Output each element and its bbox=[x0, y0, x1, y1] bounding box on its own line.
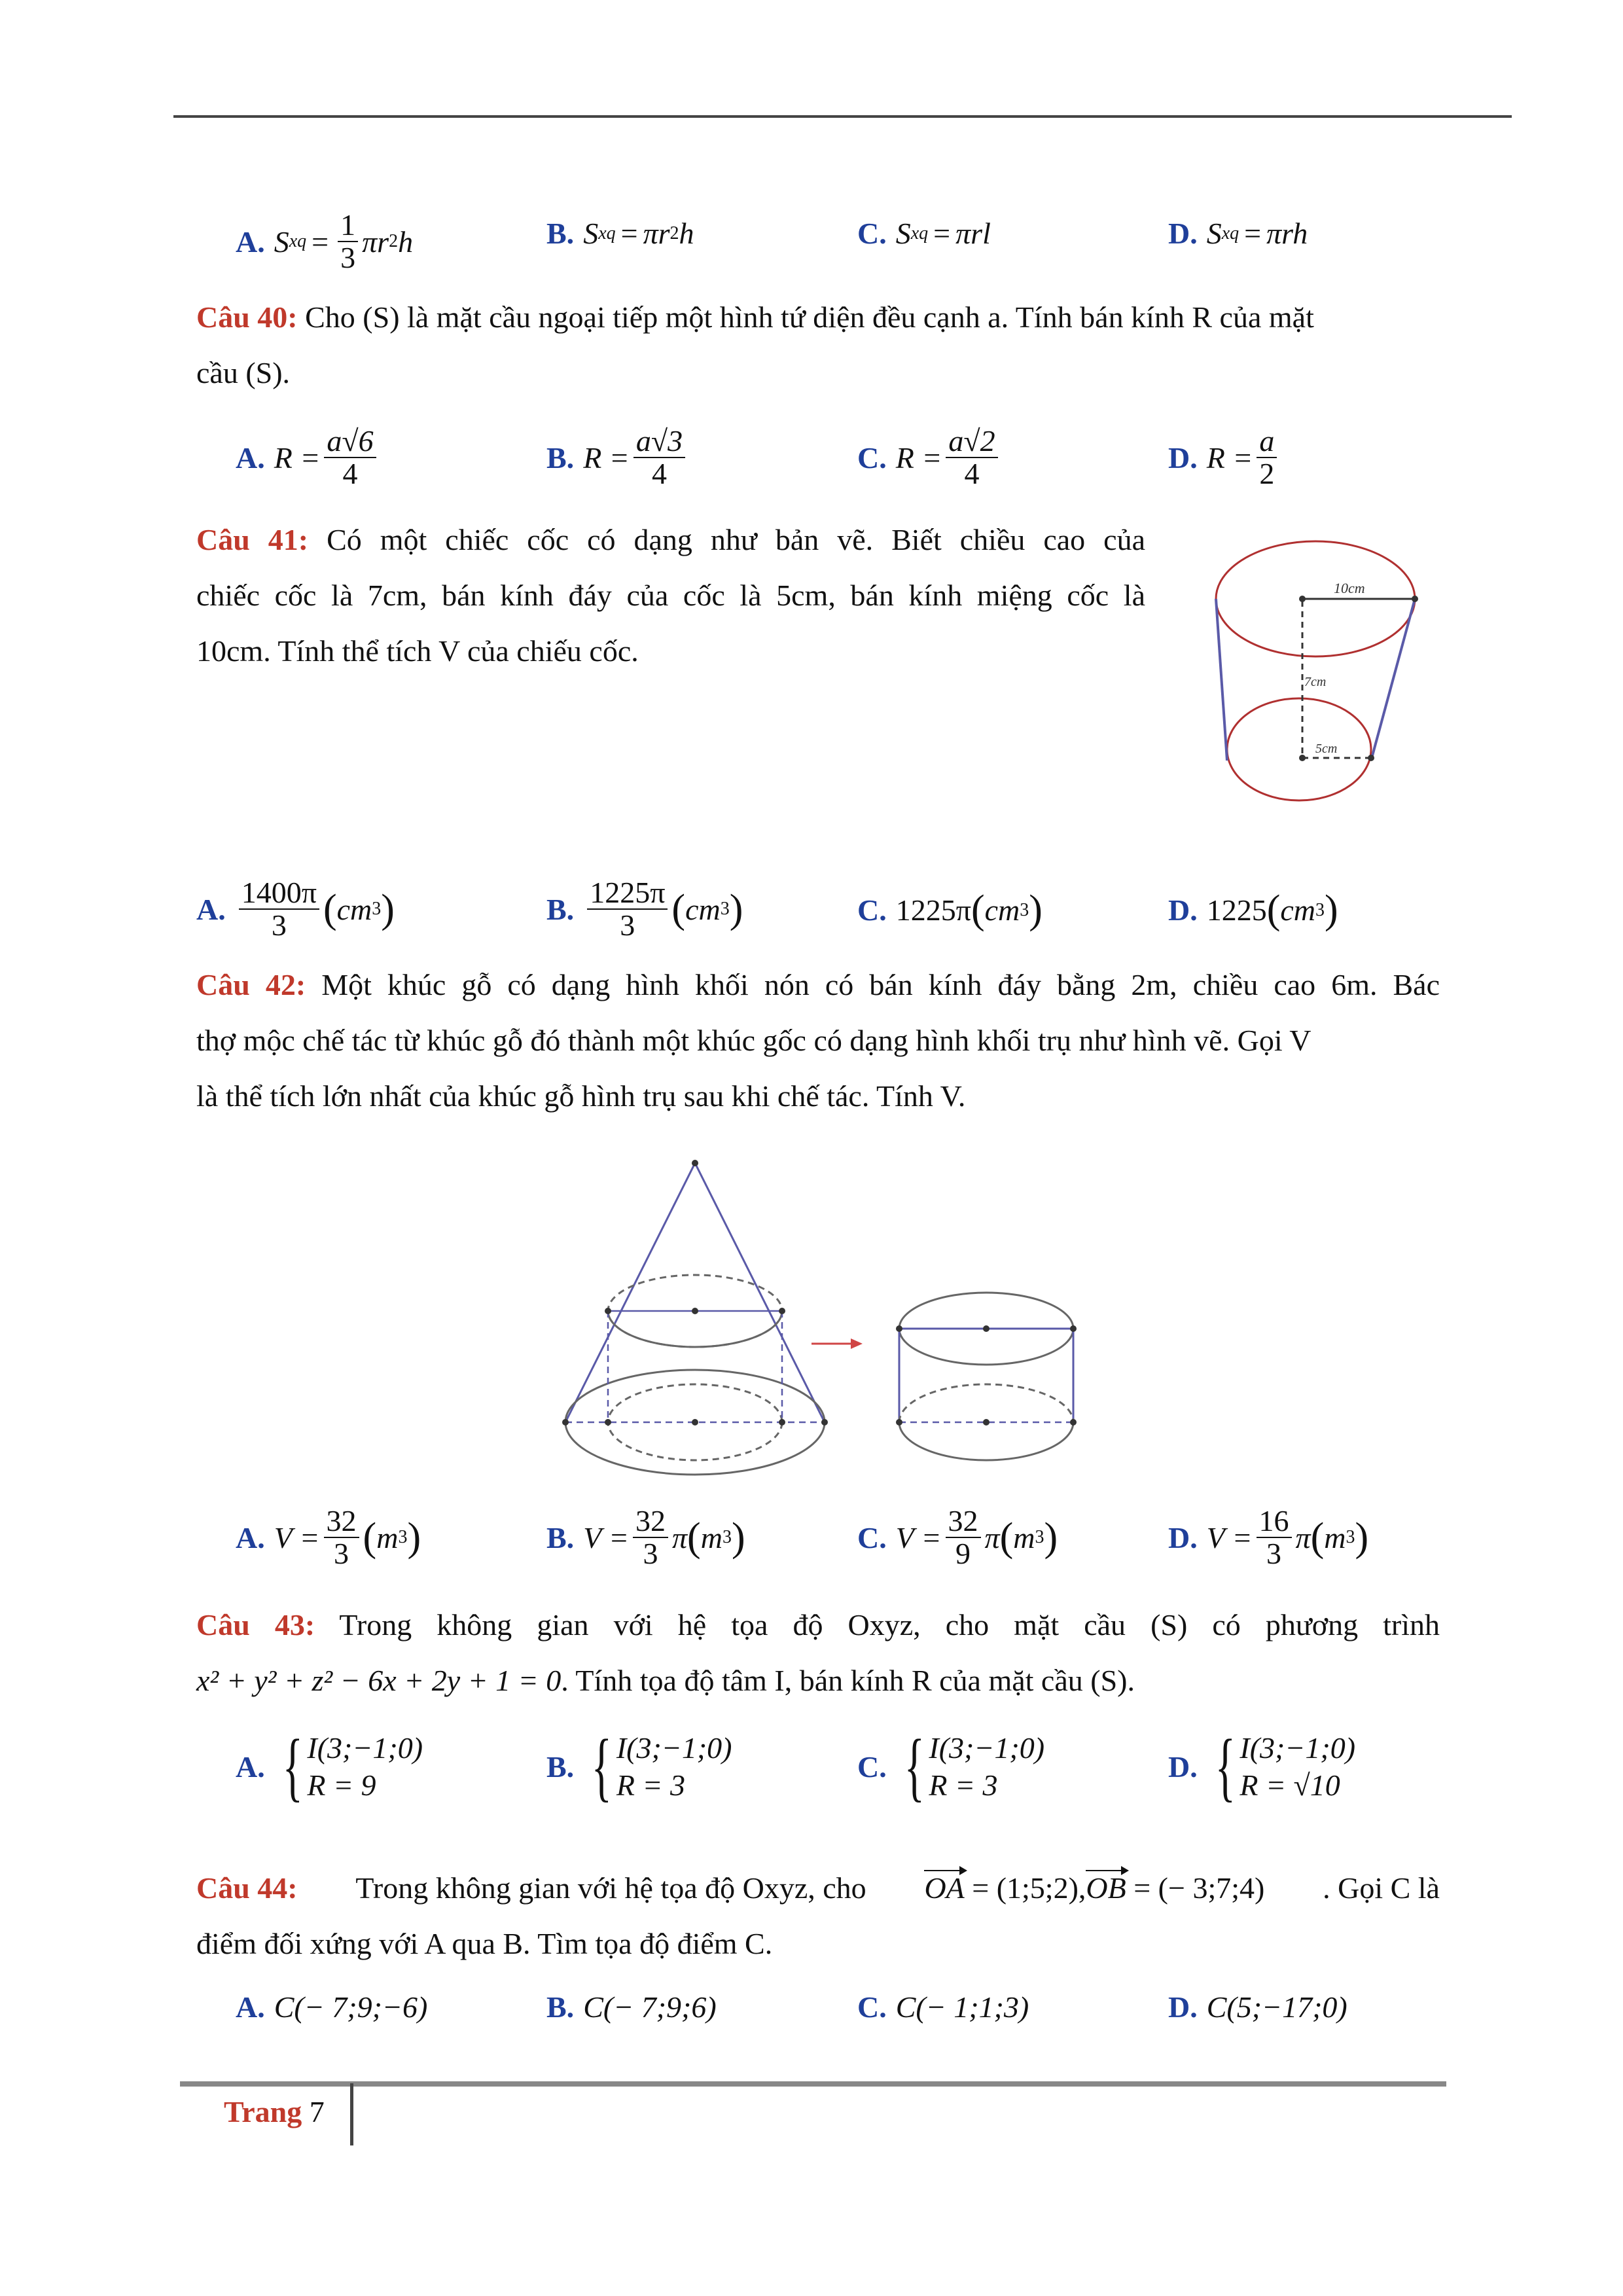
fraction: $\frac{1225\pi}{3}$ bbox=[587, 877, 668, 942]
point bbox=[605, 1419, 611, 1426]
footer-rule bbox=[180, 2081, 1446, 2087]
fraction: $\frac{32}{3}$ bbox=[633, 1505, 668, 1570]
q43-option-a[interactable]: A. { I(3;−1;0) R = 9 bbox=[236, 1723, 423, 1809]
point bbox=[896, 1325, 902, 1332]
q42-number: Câu 42: bbox=[196, 968, 306, 1001]
header-rule bbox=[173, 115, 1512, 118]
point bbox=[779, 1308, 785, 1314]
q40-option-c[interactable]: C. R = $\frac{a√2}{4}$ bbox=[857, 425, 1002, 490]
q44-option-a[interactable]: A. C(− 7;9;−6) bbox=[236, 1990, 428, 2024]
inner-cylinder-top-front bbox=[608, 1311, 782, 1347]
q41-option-c[interactable]: C. 1225π ( cm 3 ) bbox=[857, 888, 1043, 932]
sphere-equation: x² + y² + z² − 6x + 2y + 1 = 0 bbox=[196, 1664, 562, 1697]
fraction: $\frac{32}{3}$ bbox=[324, 1505, 359, 1570]
q44-option-d[interactable]: D. C(5;−17;0) bbox=[1168, 1990, 1347, 2024]
fraction: $\frac{a√3}{4}$ bbox=[633, 425, 685, 490]
point bbox=[562, 1419, 569, 1426]
q41-text-line1: Câu 41: Có một chiếc cốc có dạng như bản vẽ. Biết chiều cao của bbox=[196, 523, 1146, 556]
q42-text-line2: thợ mộc chế tác từ khúc gỗ đó thành một khúc gốc có dạng hình khối trụ như hình vẽ. Gọi V bbox=[196, 1024, 1311, 1057]
system: { I(3;−1;0) R = 9 bbox=[282, 1723, 423, 1809]
q40-number: Câu 40: bbox=[196, 300, 298, 334]
q40-option-b[interactable]: B. R = $\frac{a√3}{4}$ bbox=[546, 425, 689, 490]
cup-figure bbox=[1185, 524, 1433, 825]
q40-text: Câu 40: Cho (S) là mặt cầu ngoại tiếp một hình tứ diện đều cạnh a. Tính bán kính R của mặt bbox=[196, 300, 1314, 334]
fraction: $\frac{a√2}{4}$ bbox=[946, 425, 997, 490]
q42-text-line3: là thể tích lớn nhất của khúc gỗ hình trụ sau khi chế tác. Tính V. bbox=[196, 1079, 966, 1113]
q39-option-c[interactable]: C. S xq = πrl bbox=[857, 217, 991, 250]
cone-right-edge bbox=[695, 1163, 825, 1422]
cone-cylinder-figure bbox=[550, 1149, 1113, 1489]
point bbox=[1299, 755, 1306, 761]
q41-text-line2: chiếc cốc là 7cm, bán kính đáy của cốc là 5cm, bán kính miệng cốc là bbox=[196, 579, 1145, 612]
fraction: $\frac{1400\pi}{3}$ bbox=[239, 877, 319, 942]
arrow-head-icon bbox=[851, 1338, 863, 1349]
q41-option-d[interactable]: D. 1225 ( cm 3 ) bbox=[1168, 888, 1338, 932]
q42-text-line1: Câu 42: Một khúc gỗ có dạng hình khối nón có bán kính đáy bằng 2m, chiều cao 6m. Bác bbox=[196, 968, 1440, 1001]
q40-text-line2: cầu (S). bbox=[196, 356, 291, 389]
page-footer: Trang 7 bbox=[224, 2095, 325, 2128]
q41-text-line3: 10cm. Tính thể tích V của chiếu cốc. bbox=[196, 634, 639, 668]
point bbox=[692, 1419, 698, 1426]
label-10cm: 10cm bbox=[1334, 580, 1365, 596]
q39-option-d[interactable]: D. S xq = πrh bbox=[1168, 217, 1308, 250]
vector-oa: OA bbox=[924, 1871, 965, 1905]
q44-option-c[interactable]: C. C(− 1;1;3) bbox=[857, 1990, 1029, 2024]
q40-option-d[interactable]: D. R = $\frac{a}{2}$ bbox=[1168, 425, 1281, 490]
fraction: $\frac{a}{2}$ bbox=[1257, 425, 1277, 490]
point bbox=[779, 1419, 785, 1426]
q42-option-b[interactable]: B. V = $\frac{32}{3}$ π ( m 3 ) bbox=[546, 1504, 745, 1571]
q44-number: Câu 44: bbox=[196, 1871, 298, 1905]
point bbox=[692, 1160, 698, 1166]
q43-text-line1: Câu 43: Trong không gian với hệ tọa độ Oxyz, cho mặt cầu (S) có phương trình bbox=[196, 1608, 1440, 1641]
point bbox=[1070, 1325, 1077, 1332]
point bbox=[1070, 1419, 1077, 1426]
label-5cm: 5cm bbox=[1315, 742, 1338, 756]
q41-option-b[interactable]: B. $\frac{1225\pi}{3}$ ( cm 3 ) bbox=[546, 876, 743, 942]
q43-option-c[interactable]: C. { I(3;−1;0) R = 3 bbox=[857, 1723, 1045, 1809]
point bbox=[821, 1419, 828, 1426]
page-number: 7 bbox=[309, 2095, 325, 2128]
q43-option-d[interactable]: D. { I(3;−1;0) R = √10 bbox=[1168, 1723, 1356, 1809]
fraction: $\frac{16}{3}$ bbox=[1257, 1505, 1292, 1570]
point bbox=[983, 1325, 990, 1332]
point bbox=[692, 1308, 698, 1314]
cylinder-bottom-front bbox=[899, 1422, 1073, 1460]
vector-ob: OB bbox=[1086, 1871, 1126, 1905]
q39-option-b[interactable]: B. S xq = πr 2 h bbox=[546, 217, 694, 250]
cup-bottom-ellipse bbox=[1227, 698, 1371, 800]
label-7cm: 7cm bbox=[1304, 675, 1327, 689]
system: { I(3;−1;0) R = 3 bbox=[591, 1723, 732, 1809]
q42-option-d[interactable]: D. V = $\frac{16}{3}$ π ( m 3 ) bbox=[1168, 1504, 1369, 1571]
fraction: $\frac{1}{3}$ bbox=[338, 209, 358, 274]
q39-option-a[interactable]: A. S xq = $\frac{1}{3}$ πr 2 h bbox=[236, 208, 414, 275]
q44-text-line1: Câu 44: Trong không gian với hệ tọa độ Oxyz, cho OA = (1;5;2),OB = (− 3;7;4) . Gọi C là bbox=[196, 1869, 1440, 1908]
q42-option-a[interactable]: A. V = $\frac{32}{3}$ ( m 3 ) bbox=[236, 1504, 421, 1571]
q40-option-a[interactable]: A. R = $\frac{a√6}{4}$ bbox=[236, 425, 380, 490]
fraction: $\frac{a√6}{4}$ bbox=[324, 425, 376, 490]
q43-option-b[interactable]: B. { I(3;−1;0) R = 3 bbox=[546, 1723, 732, 1809]
q41-option-a[interactable]: A. $\frac{1400\pi}{3}$ ( cm 3 ) bbox=[196, 876, 395, 942]
q44-text-line2: điểm đối xứng với A qua B. Tìm tọa độ điểm C. bbox=[196, 1927, 773, 1960]
point bbox=[896, 1419, 902, 1426]
q41-number: Câu 41: bbox=[196, 523, 309, 556]
q43-text-line2: x² + y² + z² − 6x + 2y + 1 = 0. Tính tọa độ tâm I, bán kính R của mặt cầu (S). bbox=[196, 1664, 1135, 1697]
system: { I(3;−1;0) R = √10 bbox=[1215, 1723, 1356, 1809]
point bbox=[983, 1419, 990, 1426]
cylinder-bottom-back bbox=[899, 1384, 1073, 1422]
cone-left-edge bbox=[565, 1163, 695, 1422]
q42-option-c[interactable]: C. V = $\frac{32}{9}$ π ( m 3 ) bbox=[857, 1504, 1058, 1571]
fraction: $\frac{32}{9}$ bbox=[946, 1505, 981, 1570]
point bbox=[1368, 755, 1374, 761]
point bbox=[605, 1308, 611, 1314]
point bbox=[1412, 596, 1418, 602]
q43-number: Câu 43: bbox=[196, 1608, 315, 1641]
system: { I(3;−1;0) R = 3 bbox=[904, 1723, 1045, 1809]
footer-divider bbox=[350, 2083, 353, 2145]
point bbox=[1299, 596, 1306, 602]
q44-option-b[interactable]: B. C(− 7;9;6) bbox=[546, 1990, 717, 2024]
cup-right-side bbox=[1371, 599, 1415, 761]
